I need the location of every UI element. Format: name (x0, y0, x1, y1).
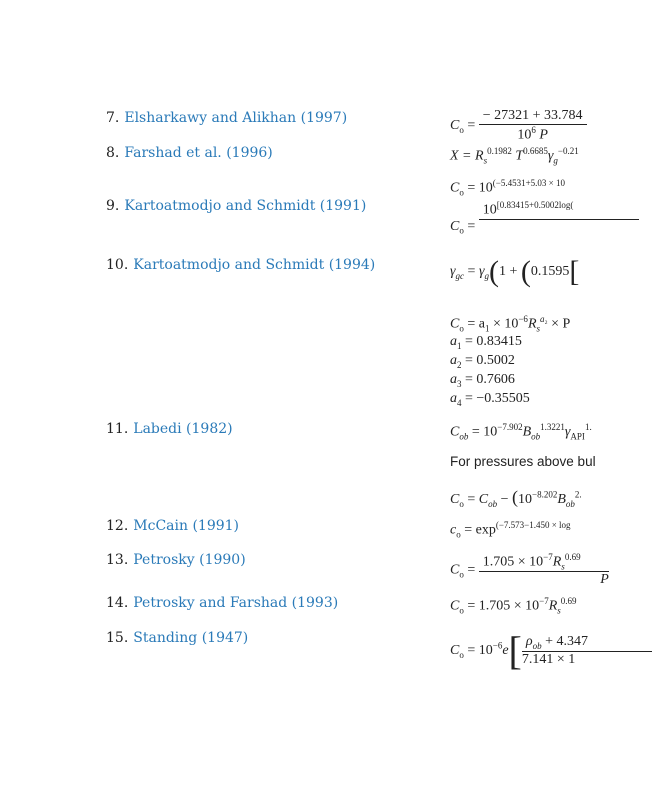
reference-link[interactable]: Kartoatmodjo and Schmidt (1991) (124, 198, 367, 214)
equation-10-a1: $a_1 = 0.83415$ (450, 334, 522, 351)
reference-link[interactable]: Petrosky and Farshad (1993) (133, 595, 339, 611)
coefficient-a1: = 0.83415 (465, 334, 522, 349)
equation-11-rhs: = 10 (471, 424, 498, 440)
equation-10-tail: × P (551, 316, 571, 332)
equation-9-numerator-exponent: [0.83415+0.5002log( (496, 200, 574, 210)
equation-10-exponent: −6 (518, 314, 528, 324)
equation-9-numerator: 10 (482, 202, 497, 218)
equation-11-above-b-exponent: 2. (574, 489, 582, 500)
coefficient-a3: = 0.7606 (465, 372, 515, 387)
equation-15: $C_o = 10^{-6}e$[ $\frac{\rho_{ob} + 4.347}{7.141 \times 1}$ (450, 634, 652, 668)
reference-number: 8. (106, 145, 120, 161)
equation-8-t-exponent: 0.6685 (523, 146, 548, 156)
equation-15-rho: ρ (525, 634, 533, 649)
equation-12: $c_o = \exp^{(-7.573-1.450 \times log}$ (450, 520, 571, 540)
reference-11 (106, 421, 233, 437)
reference-link[interactable]: Elsharkawy and Alikhan (1997) (124, 110, 348, 126)
equation-14-rhs: = 1.705 × 10 (467, 598, 540, 614)
reference-7 (106, 110, 347, 126)
equation-11-above: $C_o = C_{ob} - (10^{-8.202}B_{ob}^{2.}$ (450, 487, 582, 509)
equation-9: $C_o$ = $10^{[0.83415+0.5002log(}$ (450, 200, 639, 236)
reference-link[interactable]: McCain (1991) (133, 518, 239, 534)
equation-11-exponent: −7.902 (497, 422, 523, 432)
equation-8-c: $C_o = 10^{(-5.4531+5.03 \times 10}$ (450, 178, 565, 198)
equation-10-one-plus: 1 + (498, 264, 521, 280)
reference-number: 14. (106, 595, 129, 611)
equation-7: $C_o$ = $\frac{- 27321 + 33.784}{10^6 P}$ (450, 108, 587, 144)
equation-8-x: $X = R_s^{0.1982}$ $T^{0.6685}\gamma_g^{-0.21}$ (450, 146, 579, 166)
reference-link[interactable]: Labedi (1982) (133, 421, 233, 437)
reference-number: 11. (106, 421, 129, 437)
equation-13-numerator: 1.705 × 10 (482, 554, 544, 570)
reference-14 (106, 595, 338, 611)
reference-8 (106, 145, 273, 161)
equation-8-x-lhs: X = R (450, 148, 484, 164)
reference-number: 7. (106, 110, 120, 126)
reference-15 (106, 630, 248, 646)
reference-13 (106, 552, 246, 568)
equation-10-c-rhs: = a (467, 316, 485, 332)
equation-10-a4: $a_4 = -0.35505$ (450, 391, 530, 408)
reference-number: 10. (106, 257, 129, 273)
equation-15-rhs: = 10 (467, 643, 493, 659)
equation-10-c: $C_o = a_1 \times 10^{-6}R_s^{a_2} \times P$ (450, 314, 571, 334)
equation-10-a2: $a_2 = 0.5002$ (450, 353, 515, 370)
reference-link[interactable]: Farshad et al. (1996) (124, 145, 273, 161)
equation-8-c-lhs: C (450, 180, 460, 196)
reference-12 (106, 518, 239, 534)
reference-number: 12. (106, 518, 129, 534)
coefficient-a2: = 0.5002 (465, 353, 515, 368)
reference-link[interactable]: Standing (1947) (133, 630, 249, 646)
reference-link[interactable]: Petrosky (1990) (133, 552, 246, 568)
equation-15-denominator: 7.141 × 1 (521, 651, 576, 667)
equation-8-t: T (515, 148, 524, 164)
equation-12-exponent: (−7.573−1.450 × log (495, 520, 571, 530)
equation-11: $C_{ob} = 10^{-7.902}B_{ob}^{1.3221}\gamma_{API}^{1.}$ (450, 422, 592, 442)
reference-number: 13. (106, 552, 129, 568)
reference-link[interactable]: Kartoatmodjo and Schmidt (1994) (133, 257, 376, 273)
equation-8-gamma-exponent: −0.21 (557, 146, 579, 156)
equation-10-gamma: $\gamma_{gc} = \gamma_g(1 + (0.1595$[ (450, 255, 580, 288)
reference-10 (106, 257, 375, 273)
equation-13-numerator-exponent: −7 (543, 552, 553, 562)
reference-number: 9. (106, 198, 120, 214)
equation-10-a3: $a_3 = 0.7606$ (450, 372, 515, 389)
equation-8-rs-exponent: 0.1982 (487, 146, 512, 156)
equation-14-exponent: −7 (539, 596, 549, 606)
equation-13: $C_o$ = $\frac{1.705 \times 10^{-7}R_s^{0.69}}{P}$ (450, 552, 609, 588)
equation-11-above-exponent: −8.202 (532, 489, 558, 500)
equation-7-denominator: 10 (517, 127, 532, 143)
equation-14-rs-exponent: 0.69 (560, 596, 577, 606)
equation-15-exponent: −6 (492, 640, 503, 651)
equation-11-b-exponent: 1.3221 (540, 422, 565, 432)
equation-8-c-exponent: (−5.4531+5.03 × 10 (492, 178, 565, 188)
equation-11-gamma-exponent: 1. (584, 422, 592, 432)
above-bubble-point-text: For pressures above bul (450, 454, 596, 469)
equation-15-numerator: + 4.347 (545, 634, 589, 649)
equation-14: $C_o = 1.705 \times 10^{-7}R_s^{0.69}$ (450, 596, 577, 616)
reference-9 (106, 198, 366, 214)
equation-10-times: × 10 (492, 316, 519, 332)
equation-13-rs-exponent: 0.69 (564, 552, 581, 562)
reference-number: 15. (106, 630, 129, 646)
equation-7-numerator: − 27321 + 33.784 (482, 108, 583, 123)
equation-10-coefficient: 0.1595 (530, 264, 570, 280)
coefficient-a4: = −0.35505 (465, 391, 530, 406)
